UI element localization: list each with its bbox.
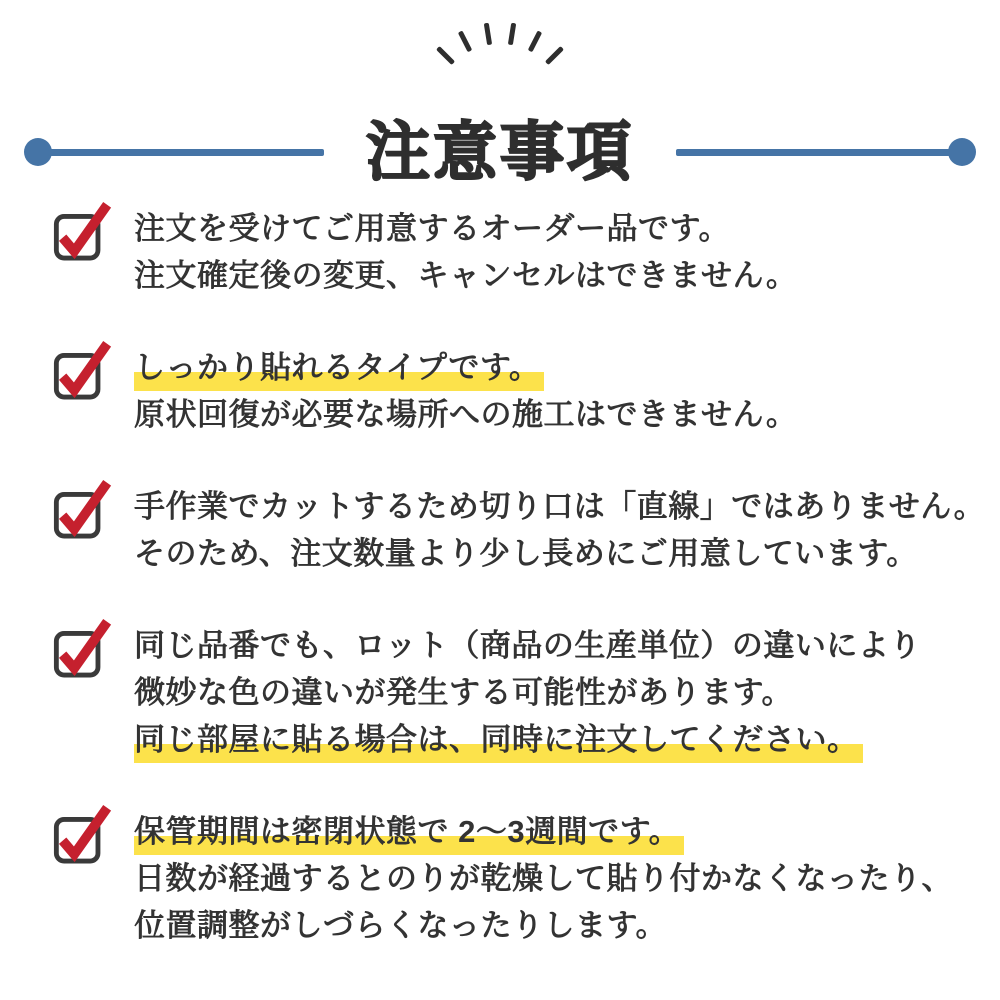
notice-item [52,344,980,438]
burst-rays-icon [435,2,565,77]
notice-line: 注文確定後の変更、キャンセルはできません。 [134,258,798,293]
divider-line-right [676,149,952,156]
divider-line-left [48,149,324,156]
notice-text [134,483,986,577]
notice-line: 日数が経過するとのりが乾燥して貼り付かなくなったり、 [134,861,953,896]
divider-left [24,138,324,166]
notice-line: 注文を受けてご用意するオーダー品です。 [134,211,731,246]
notice-item [52,483,986,577]
checkbox-checked-icon [52,336,112,400]
notice-line: 位置調整がしづらくなったりします。 [134,908,668,943]
notice-text [134,808,953,949]
notice-line-highlighted: 保管期間は密閉状態で 2～3週間です。 [134,808,684,855]
notice-item [52,622,980,763]
checkbox-checked-icon [52,197,112,261]
divider-right [676,138,976,166]
checkbox-checked-icon [52,800,112,864]
notice-text [134,622,921,763]
notice-line-highlighted: しっかり貼れるタイプです。 [134,344,544,391]
notice-text [134,205,797,299]
notice-list [52,205,986,994]
notice-line: 手作業でカットするため切り口は「直線」ではありません。 [134,489,986,524]
notice-line: そのため、注文数量より少し長めにご用意しています。 [134,536,918,571]
checkbox-checked-icon [52,475,112,539]
notice-line: 微妙な色の違いが発生する可能性があります。 [134,675,794,710]
notice-item [52,808,980,949]
notice-line: 同じ品番でも、ロット（商品の生産単位）の違いにより [134,628,921,663]
notice-line-highlighted: 同じ部屋に貼る場合は、同時に注文してください。 [134,716,863,763]
notice-item [52,205,980,299]
checkbox-checked-icon [52,614,112,678]
divider-dot-right [948,138,976,166]
notice-text [134,344,797,438]
page-title: 注意事項 [366,115,634,188]
notice-line: 原状回復が必要な場所への施工はできません。 [134,397,798,432]
